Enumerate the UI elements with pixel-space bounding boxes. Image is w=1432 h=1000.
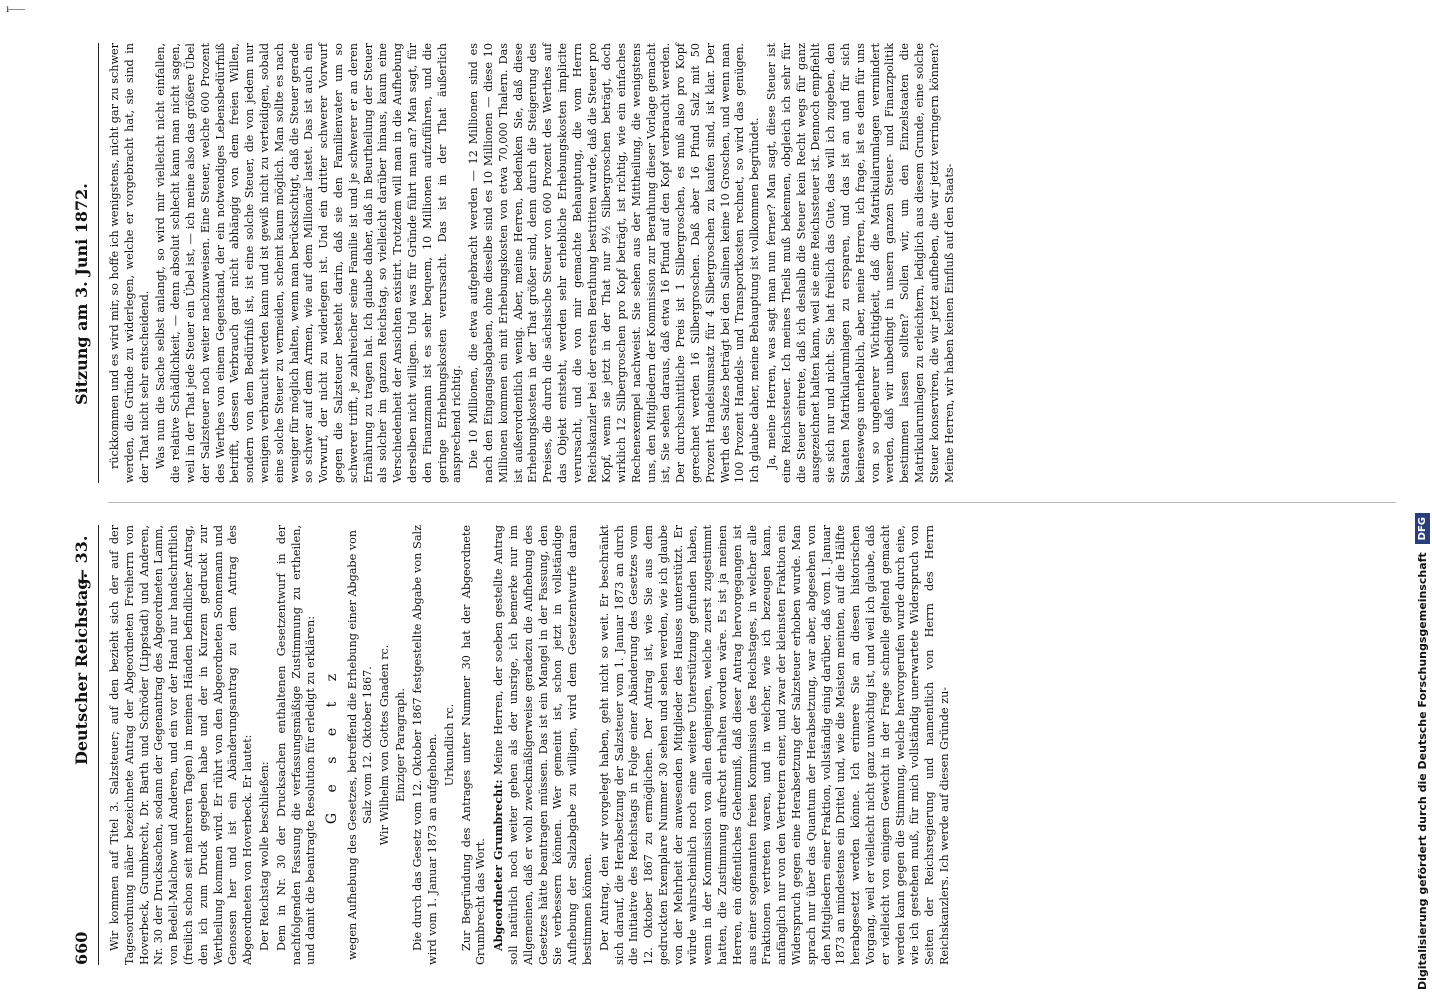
paragraph: Zur Begründung des Antrages unter Nummer 30 hat der Abgeordnete Grumbrecht das Wort. <box>459 525 488 965</box>
paragraph: rückkommen und es wird mir, so hoffe ich wenigstens, nicht gar zu schwer werden, die Gründe zu widerlegen, welche er vorgebracht hat, sie sind in der That nicht sehr entscheidend. <box>108 43 151 483</box>
credit-text: Digitalisierung gefördert durch die Deutsche Forschungsgemeinschaft <box>1415 552 1429 990</box>
paragraph: Die 10 Millionen, die etwa aufgebracht werden — 12 Millionen sind es nach den Eingangsabgaben, ohne dieselbe sind es 10 Millionen — diese 10 Millionen kommen ein mit Erhebungskosten von etwa 70,000 Thalern. Das ist außerordentlich wenig. Aber, meine Herren, bedenken Sie, daß diese Erhebungskosten in der That größer sind, denn durch die Steigerung des Preises, die durch die sächsische Steuer von 600 Prozent des Werthes auf das Objekt entsteht, werden sehr erhebliche Erhebungskosten implicite verursacht, und die von mir gemachte Behauptung, die vom Herrn Reichskanzler bei der ersten Berathung bestritten wurde, daß die Steuer pro Kopf, wenn sie jetzt in der That nur 9½ Silbergroschen beträgt, doch wirklich 12 Silbergroschen pro Kopf beträgt, ist richtig, wie ein einfaches Rechenexempel nachweist. Sie sehen aus der Mittheilung, die wenigstens uns, den Mitgliedern der Kommission zur Berathung dieser Vorlage gemacht ist, Sie sehen daraus, daß etwa 16 Pfund auf den Kopf verbraucht werden. Der durchschnittliche Preis ist 1 Silbergroschen, es muß also pro Kopf gerechnet werden 16 Silbergroschen. Daß aber 16 Pfund Salz mit 50 Prozent Handelsumsatz für 4 Silbergroschen zu kaufen sind, ist klar. Der Werth des Salzes beträgt bei den Salinen keine 10 Groschen, und wenn man 100 Prozent Handels- und Transportkosten rechnet, so wird das genügen. Ich glaube daher, meine Behauptung ist vollkommen begründet. <box>467 43 762 483</box>
paragraph-heading: Einziger Paragraph. <box>394 688 408 802</box>
rotated-page-content <box>70 35 1400 965</box>
column-divider <box>108 502 1396 503</box>
right-column <box>108 43 959 483</box>
paragraph: Ja, meine Herren, was sagt man nun ferner? Man sagt, diese Steuer ist eine Reichssteuer. Ich meines Theils muß bekennen, obgleich ich sehr für die Steuer eintrete, daß ich deshalb die Steuer kein Recht wegs für ganz ausgezeichnet halten kann, weil sie eine Reichssteuer ist. Dennoch empfiehlt sie sich nur und nicht. Sie hat freilich das Gute, das will ich zugeben, den Staaten Matrikularumlagen zu ersparen, und das ist an und für sich keineswegs unerheblich, aber, meine Herren, ich frage, ist es denn für uns von so ungeheurer Wichtigkeit, daß die Matrikularumlagen vermindert werden, daß wir unbedingt in unsern ganzen Steuer- und Finanzpolitik bestimmen lassen sollten? Sollen wir, um den Einzelstaaten die Matrikularumlagen zu erleichtern, lediglich aus diesem Grunde, eine solche Steuer konserviren, die wir jetzt aufheben, die wir jetzt verringern können? Meine Herren, wir haben keinen Einfluß auf den Staats- <box>765 43 956 483</box>
header-rule-left <box>98 525 99 965</box>
law-signature: Urkundlich rc. <box>442 703 456 787</box>
law-title: G e s e t z <box>324 665 341 825</box>
paragraph: Der Reichstag wolle beschließen: <box>257 761 271 951</box>
speech-paragraph: Der Antrag, den wir vorgelegt haben, geht nicht so weit. Er beschränkt sich darauf, die Herabsetzung der Salzsteuer vom 1. Januar 1873 an durch die Initiative des Reichstags in Folge einer Abänderung des Gesetzes vom 12. Oktober 1867 zu ermöglichen. Der Antrag ist, wie Sie aus dem gedruckten Exemplare Nummer 30 sehen und sehen werden, wie ich glaube von der Mehrheit der anwesenden Mitglieder des Hauses unterstützt. Er würde wahrscheinlich noch eine weitere Unterstützung gefunden haben, wenn in der Kommission von allen denjenigen, welche zuerst zugestimmt hatten, die Zustimmung aufrecht erhalten worden wäre. Es ist ja meinen Herren, ein öffentliches Geheimniß, daß dieser Antrag hervorgegangen ist aus einer sogenannten freien Kommission des Reichstages, in welcher alle Fraktionen vertreten waren, und in welcher, wie ich bezeugen kann, anfänglich nur von den Vertretern einer, und zwar der kleinsten Fraktion ein Widerspruch gegen eine Herabsetzung der Salzsteuer erhoben wurde. Man sprach nur über das Quantum der Herabsetzung, war aber, abgesehen von den Mitgliedern einer Fraktion, vollständig einig darüber, daß vom 1. Januar 1873 an mindestens ein Drittel und, wie die Meisten meinten, auf die Hälfte herabgesetzt werden könne. Ich erinnere Sie an diesen historischen Vorgang, weil er vielleicht nicht ganz unwichtig ist, und weil ich glaube, daß er vielleicht von einigem Gewicht in der Frage schnelle geltend gemacht werden kann gegen die Stimmung, welche hervorgerufen wurde durch eine, wie ich gestehen muß, für mich vollständig unerwartete Widerspruch von Seiten der Reichsregierung und namentlich von Herrn des Herrn Reichskanzlers. Ich werde auf diesen Gründe zu- <box>597 525 952 965</box>
page-number: 660 <box>72 931 91 965</box>
paragraph: Dem in Nr. 30 der Drucksachen enthaltenen Gesetzentwurf in der nachfolgenden Fassung die verfassungsmäßige Zustimmung zu ertheilen, und damit die beantragte Resolution für erledigt zu erklären: <box>274 525 318 965</box>
speech-paragraph <box>491 525 596 965</box>
session-number: — 33. <box>72 535 91 585</box>
header-rule-right <box>98 43 99 483</box>
speech-text: Meine Herren, der soeben gestellte Antrag soll natürlich noch weiter gehen als der unsrige, ich bemerke nur im Allgemeinen, daß er wohl zweckmäßigerweise geradezu die Aufhebung des Gesetzes hätte beantragen müssen. Das ist ein Mangel in der Fassung, den Sie verbessern können. Wer gemeint ist, schon jetzt in vollständige Aufhebung der Salzabgabe zu willigen, wird dem Gesetzentwurfe daran bestimmen können. <box>492 524 594 965</box>
left-column <box>108 525 955 965</box>
dfg-logo: DFG <box>1415 513 1430 544</box>
law-preamble: Wir Wilhelm von Gottes Gnaden rc. <box>377 644 391 846</box>
digitization-credit <box>1408 30 1432 990</box>
paragraph: Was nun die Sache selbst anlangt, so wird mir vielleicht nicht einfallen, die relative Schädlichkeit, — denn absolut schlecht kann man nicht sagen, weil in der That jede Steuer ein Übel ist, — ich meine also das größere Übel der Salzsteuer noch weiter nachzuweisen. Eine Steuer, welche 600 Prozent des Werthes von einem Gegenstand, der ein notwendiges Lebensbedürfniß betrifft, dessen Verbrauch gar nicht abhängig von dem freien Willen, sondern von dem Bedürfniß ist, ist eine solche Steuer, die von jedem nur wenigen verbraucht werden kann und ist gewiß nicht zu verteidigen, sobald eine solche Steuer zu vermeiden, scheint kaum möglich. Man sollte es nach weniger für möglich halten, wenn man berücksichtigt, daß die Steuer gerade so schwer auf dem Armen, wie auf dem Millionär lastet. Das ist auch ein Vorwurf, der nicht zu widerlegen ist. Und ein dritter schwerer Vorwurf gegen die Salzsteuer besteht darin, daß sie den Familienvater um so schwerer trifft, je zahlreicher seine Familie ist und je schwerer er an deren Ernährung zu tragen hat. Ich glaube daher, daß in Beurtheilung der Steuer als solcher im ganzen Reichstag, so vielleicht darüber hinaus, kaum eine Verschiedenheit der Ansichten existirt. Trotzdem will man in die Aufhebung derselben nicht willigen. Und was für Gründe führt man an? Man sagt, für den Finanzmann ist es sehr bequem, 10 Millionen aufzuführen, und die geringe Erhebungskosten verursacht. Das ist in der That äußerlich ansprechend richtig. <box>154 43 464 483</box>
corner-mark: ı ̶ ̶ ̶ ̶ <box>6 4 27 15</box>
header-left-title: Deutscher Reichstag. <box>72 572 91 765</box>
speaker-name: Abgeordneter Grumbrecht: <box>491 779 506 951</box>
header-right-title: Sitzung am 3. Juni 1872. <box>72 183 91 405</box>
page-header <box>70 35 96 965</box>
law-paragraph: Die durch das Gesetz vom 12. Oktober 1867 festgestellte Abgabe von Salz wird vom 1. Januar 1873 an aufgehoben. <box>411 525 439 965</box>
paragraph: Wir kommen auf Titel 3. Salzsteuer; auf den bezieht sich der auf der Tagesordnung näher bezeichnete Antrag der Abgeordneten Freiherrn von Hoverbeck, Grumbrecht, Dr. Barth und Schröder (Lippstadt) und Anderen, Nr. 30 der Drucksachen, sodann der Gegenantrag des Abgeordneten Lamm, von Bedell-Malchow und Anderen, und ein vor der Hand nur handschriftlich (freilich schon seit mehreren Tagen) in meinen Händen befindlicher Antrag, den ich zum Druck gegeben habe und der in Kurzem gedruckt zur Vertheilung kommen wird. Er rührt von den Abgeordneten Sonnemann und Genossen her und ist ein Abänderungsantrag zu dem Antrag des Abgeordneten von Hoverbeck. Er lautet: <box>108 525 255 965</box>
law-subtitle: wegen Aufhebung des Gesetzes, betreffend die Erhebung einer Abgabe von Salz vom 12. Oktober 1867. <box>345 529 374 961</box>
